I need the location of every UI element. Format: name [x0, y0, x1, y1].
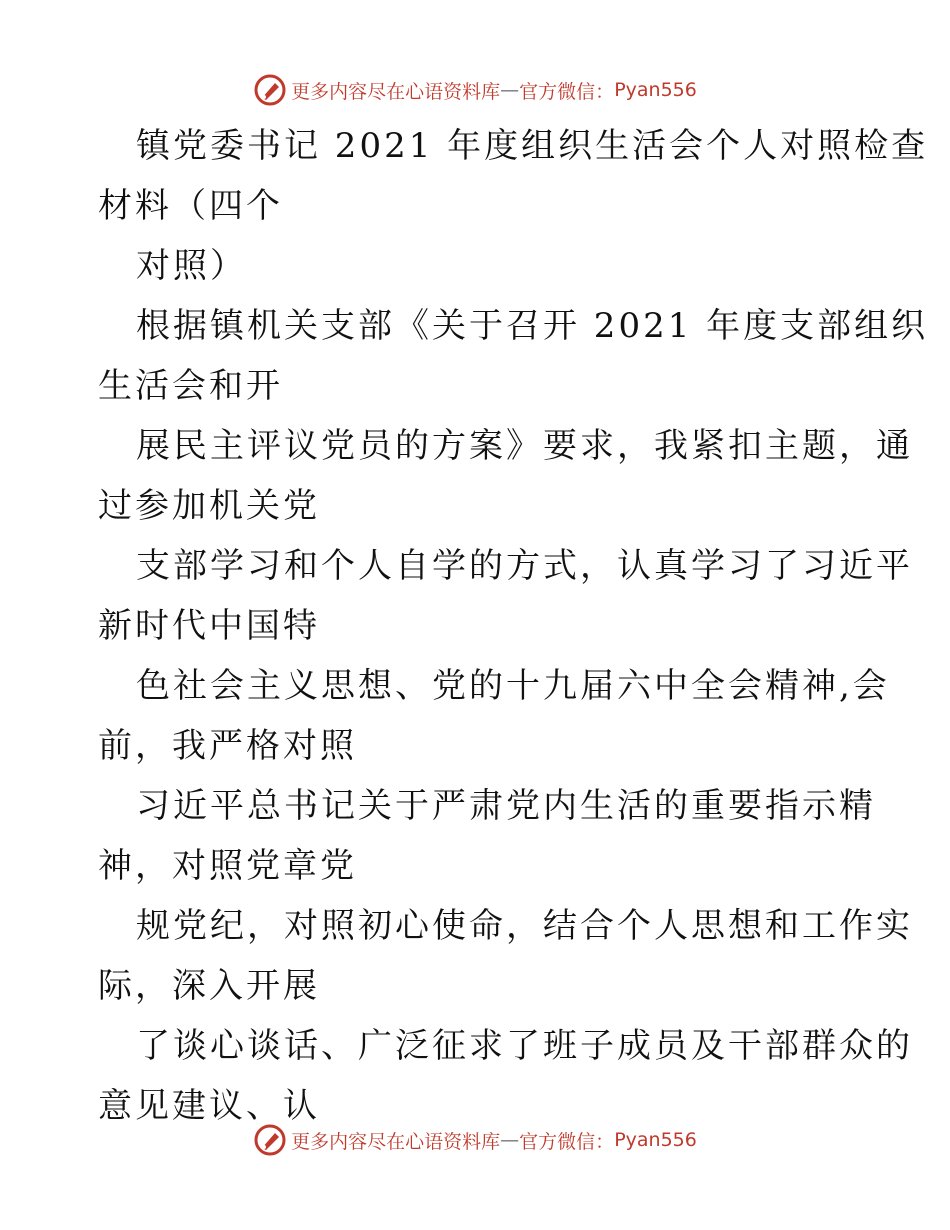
paragraph-line: 际，深入开展	[98, 966, 320, 1006]
pen-logo-icon	[253, 1123, 287, 1157]
footer-watermark-banner	[0, 1122, 950, 1158]
paragraph-line: 习近平总书记关于严肃党内生活的重要指示精	[136, 786, 876, 826]
banner-official-label: 官方微信：	[519, 1130, 615, 1153]
paragraph-line: 支部学习和个人自学的方式，认真学习了习近平	[136, 546, 913, 586]
header-watermark-banner	[0, 72, 950, 108]
paragraph-line: 规党纪，对照初心使命，结合个人思想和工作实	[136, 906, 913, 946]
paragraph-line: 前，我严格对照	[98, 726, 357, 766]
doc-title-line-1: 镇党委书记 2021 年度组织生活会个人对照检查	[136, 126, 929, 166]
banner-main-text: 更多内容尽在心语资料库	[291, 1130, 501, 1153]
banner-handle: Pyan556	[614, 1129, 697, 1151]
paragraph-line: 意见建议、认	[98, 1086, 320, 1126]
paragraph-line: 根据镇机关支部《关于召开 2021 年度支部组织	[136, 306, 929, 346]
doc-title-line-3: 对照）	[136, 246, 247, 286]
banner-dash: —	[500, 1129, 520, 1151]
banner-handle: Pyan556	[614, 79, 697, 101]
paragraph-line: 色社会主义思想、党的十九届六中全会精神,会	[136, 666, 890, 706]
doc-title-line-2: 材料（四个	[98, 186, 283, 226]
paragraph-line: 神，对照党章党	[98, 846, 357, 886]
paragraph-line: 新时代中国特	[98, 606, 320, 646]
banner-main-text: 更多内容尽在心语资料库	[291, 80, 501, 103]
pen-logo-icon	[253, 73, 287, 107]
paragraph-line: 了谈心谈话、广泛征求了班子成员及干部群众的	[136, 1026, 913, 1066]
banner-official-label: 官方微信：	[519, 80, 615, 103]
paragraph-line: 过参加机关党	[98, 486, 320, 526]
paragraph-line: 生活会和开	[98, 366, 283, 406]
banner-dash: —	[500, 79, 520, 101]
paragraph-line: 展民主评议党员的方案》要求，我紧扣主题，通	[136, 426, 913, 466]
